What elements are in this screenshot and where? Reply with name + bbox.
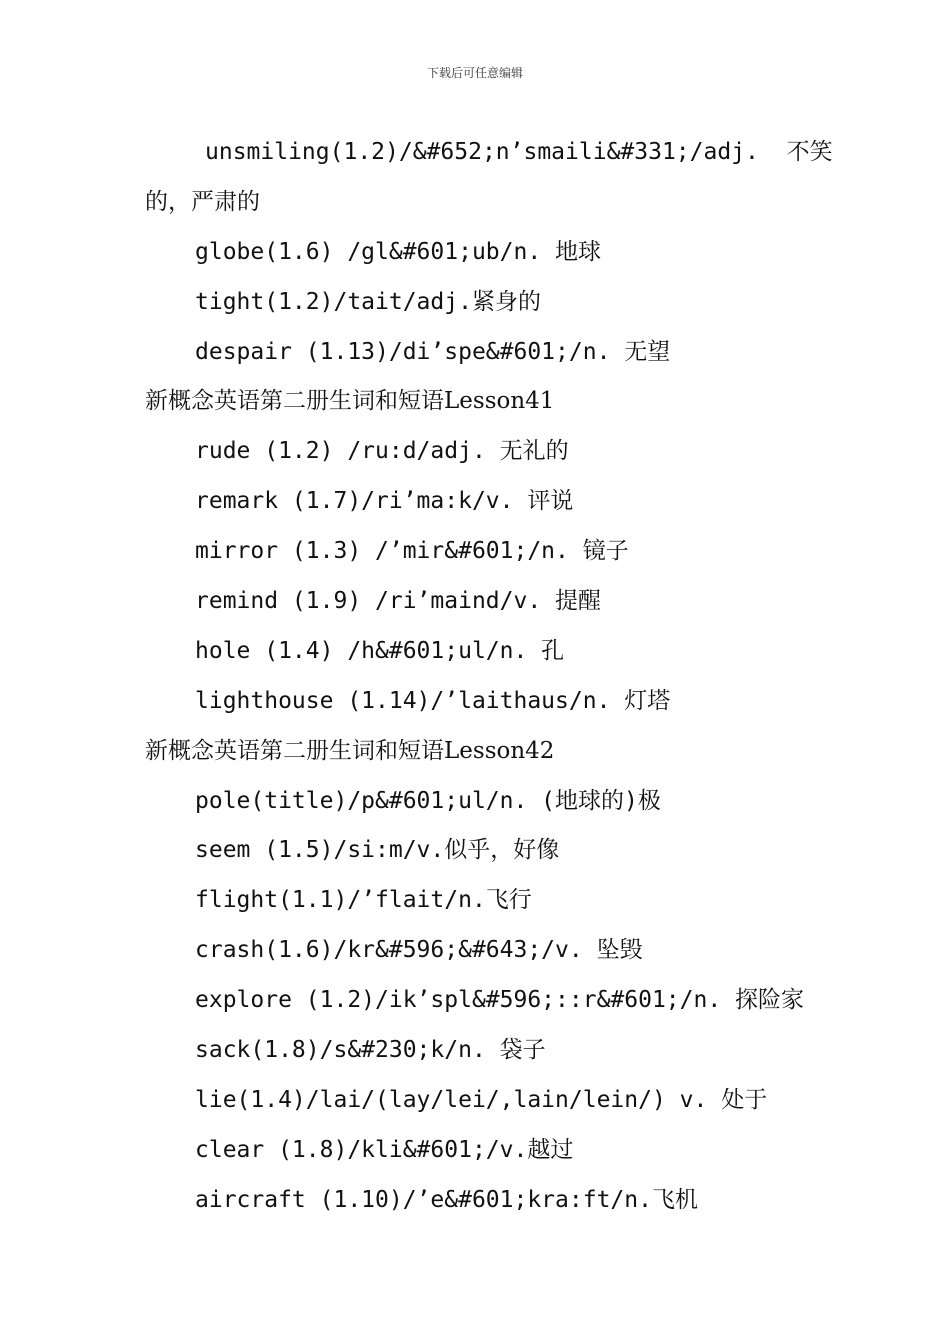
vocab-entry-lie: lie(1.4)/lai/(lay/lei/,lain/lein/) v. 处于 [195, 1086, 768, 1113]
page-header: 下载后可任意编辑 [426, 66, 523, 80]
vocab-entry-crash: crash(1.6)/kr&#596;&#643;/v. 坠毁 [195, 937, 643, 964]
vocab-entry-despair: despair (1.13)/di’spe&#601;/n. 无望 [195, 338, 671, 365]
vocab-entry-flight: flight(1.1)/’flait/n.飞行 [195, 887, 532, 914]
vocab-entry-explore: explore (1.2)/ik’spl&#596;::r&#601;/n. 探险家 [195, 987, 805, 1014]
vocab-entry-lighthouse: lighthouse (1.14)/’laithaus/n. 灯塔 [195, 687, 671, 714]
vocab-entry-aircraft: aircraft (1.10)/’e&#601;kra:ft/n.飞机 [195, 1186, 698, 1213]
vocab-entry-remark: remark (1.7)/ri’ma:k/v. 评说 [195, 488, 574, 515]
vocab-entry-seem: seem (1.5)/si:m/v.似乎，好像 [195, 837, 560, 864]
vocabulary-list [145, 128, 833, 1226]
vocab-entry-remind: remind (1.9) /ri’maind/v. 提醒 [195, 588, 602, 615]
vocab-entry-clear: clear (1.8)/kli&#601;/v.越过 [195, 1136, 574, 1163]
lesson-42-heading: 新概念英语第二册生词和短语Lesson42 [145, 737, 555, 764]
vocab-entry-tight: tight(1.2)/tait/adj.紧身的 [195, 288, 541, 315]
vocab-entry-mirror: mirror (1.3) /’mir&#601;/n. 镜子 [195, 538, 629, 565]
vocab-entry-globe: globe(1.6) /gl&#601;ub/n. 地球 [195, 238, 602, 265]
vocab-entry-unsmiling: unsmiling(1.2)/&#652;n’smaili&#331;/adj. 不笑 [205, 139, 833, 165]
vocab-entry-rude: rude (1.2) /ru:d/adj. 无礼的 [195, 438, 569, 465]
vocab-entry-pole: pole(title)/p&#601;ul/n. (地球的)极 [195, 787, 661, 814]
vocab-entry-hole: hole (1.4) /h&#601;ul/n. 孔 [195, 637, 565, 664]
vocab-entry-unsmiling-continued: 的，严肃的 [145, 188, 260, 215]
lesson-41-heading: 新概念英语第二册生词和短语Lesson41 [145, 388, 555, 415]
vocab-entry-sack: sack(1.8)/s&#230;k/n. 袋子 [195, 1037, 546, 1064]
